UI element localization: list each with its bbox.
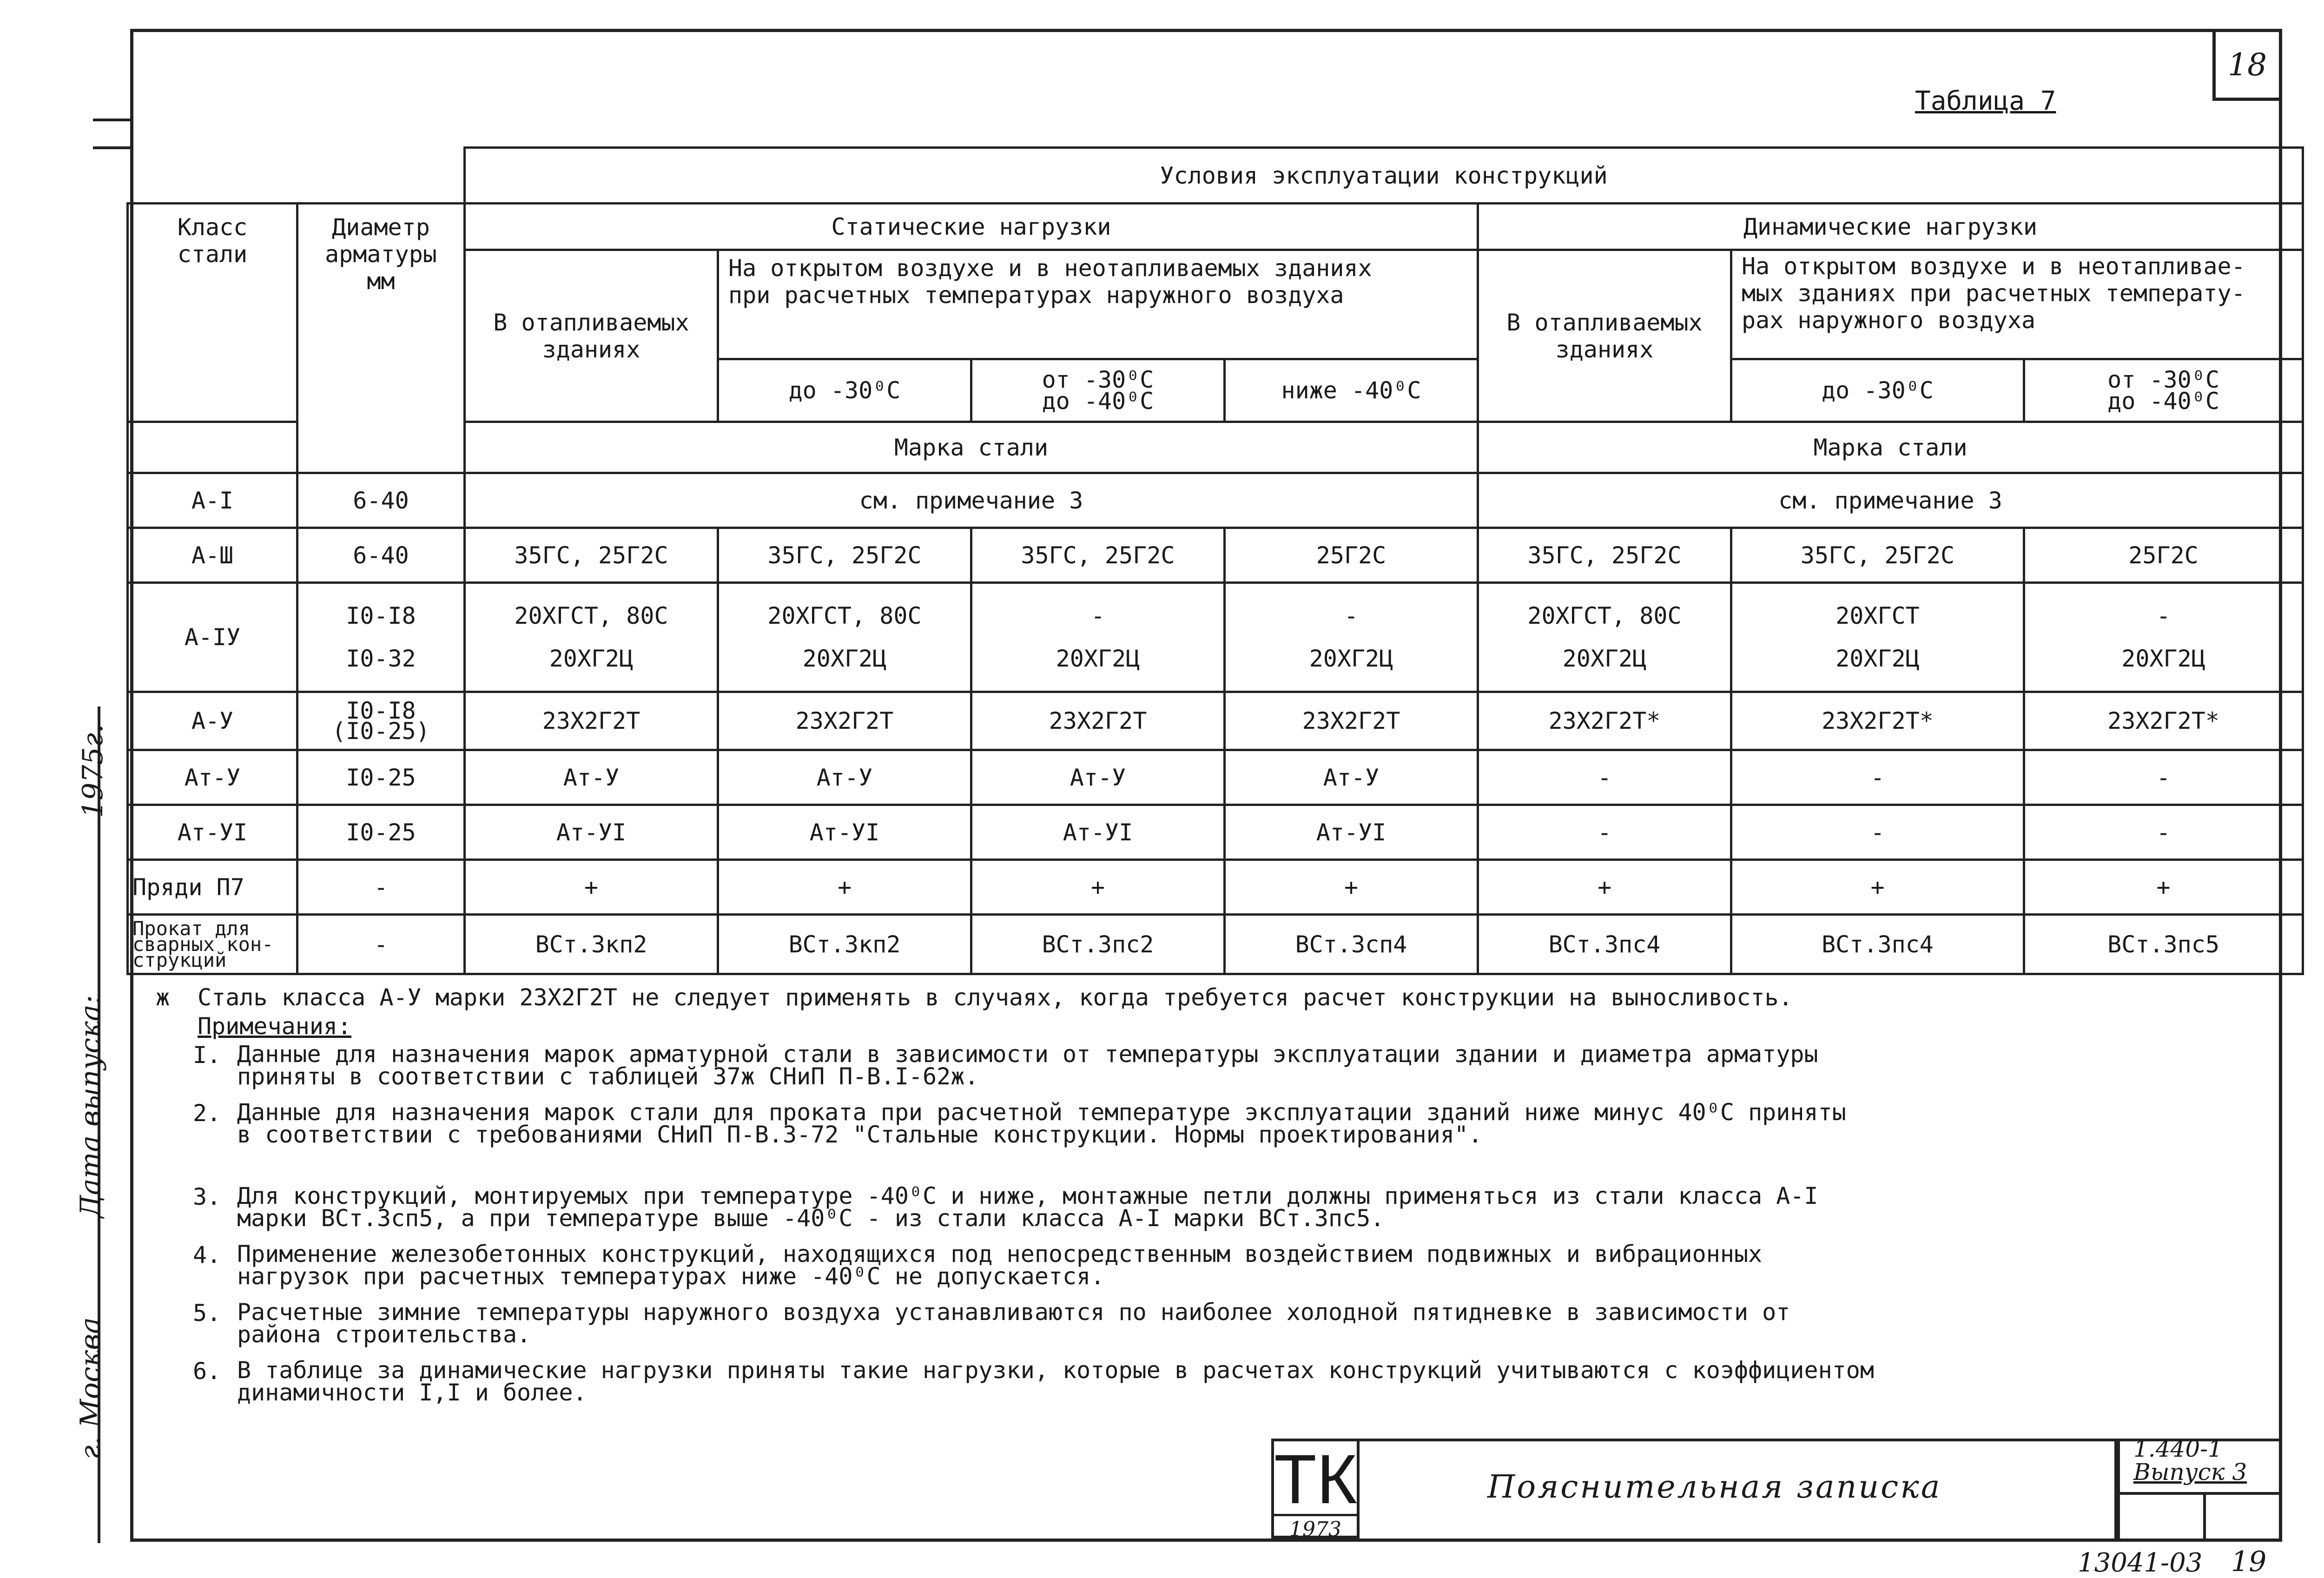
note-text: В таблице за динамические нагрузки приняты такие нагрузки, которые в расчетах конструкций учитываются с коэффициентом динамичности I,I и более.: [237, 1357, 1874, 1406]
table-cell: 35ГС, 25Г2С: [718, 528, 971, 583]
note-item: [156, 1182, 2154, 1243]
document-title: Пояснительная записка: [1487, 1469, 1942, 1505]
table-cell: 35ГС, 25Г2С: [971, 528, 1225, 583]
see-note-static: см. примечание 3: [465, 473, 1478, 528]
table-cell: ВСт.3пс4: [1731, 915, 2024, 974]
table-cell: 23Х2Г2Т: [1225, 692, 1478, 750]
static-steel-grade-header: Марка стали: [465, 422, 1478, 473]
dynamic-loads-header: Динамические нагрузки: [1478, 204, 2303, 250]
table-cell: 20ХГСТ, 80С 20ХГ2Ц: [1478, 583, 1731, 692]
table-row: [128, 473, 2303, 528]
notes-heading-row: [156, 1014, 2154, 1043]
table-cell: 35ГС, 25Г2С: [465, 528, 718, 583]
note-item: [156, 1243, 2154, 1301]
table-cell: +: [2024, 860, 2303, 915]
table-cell: ВСт.3кп2: [465, 915, 718, 974]
table-cell: Ат-У: [465, 750, 718, 805]
code-divider: [2117, 1492, 2282, 1495]
static-outdoor-header: На открытом воздухе и в неотапливаемых зданиях при расчетных температурах наружного воздуха: [718, 250, 1478, 359]
series-code: 1.440-1: [2133, 1435, 2223, 1462]
table-cell: Ат-УI: [971, 805, 1225, 860]
date-value: 1975г.: [77, 724, 109, 818]
dyn-temp-to-30-header: до -30⁰С: [1731, 359, 2024, 422]
table-cell: 23Х2Г2Т*: [2024, 692, 2303, 750]
table-row: [128, 692, 2303, 750]
table-cell: 35ГС, 25Г2С: [1731, 528, 2024, 583]
note-item: [156, 1043, 2154, 1101]
footnote: [156, 985, 2154, 1014]
table-cell: 20ХГСТ, 80С 20ХГ2Ц: [718, 583, 971, 692]
footnote-text: Сталь класса А-У марки 23Х2Г2Т не следует применять в случаях, когда требуется расчет конструкции на выносливость.: [198, 984, 1793, 1011]
table-cell: 35ГС, 25Г2С: [1478, 528, 1731, 583]
row-class: Прокат для сварных кон- струкций: [128, 915, 297, 974]
note-number: 2.: [193, 1100, 221, 1127]
date-label: Дата выпуска:: [74, 995, 107, 1218]
table-cell: - 20ХГ2Ц: [971, 583, 1225, 692]
table-row: [128, 915, 2303, 974]
see-note-dynamic: см. примечание 3: [1478, 473, 2303, 528]
table-cell: -: [2024, 750, 2303, 805]
code-divider-v: [2203, 1492, 2206, 1542]
conditions-header: Условия эксплуатации конструкций: [465, 148, 2303, 204]
table-cell: Ат-УI: [718, 805, 971, 860]
row-diameter: I0-I8 I0-32: [297, 583, 465, 692]
table-cell: -: [1731, 805, 2024, 860]
note-text: Применение железобетонных конструкций, находящихся под непосредственным воздействием подвижных и вибрационных нагрузок при расчетных температурах ниже -40⁰С не допускается.: [237, 1241, 1763, 1290]
table-cell: -: [2024, 805, 2303, 860]
static-loads-header: Статические нагрузки: [465, 204, 1478, 250]
row-class: Ат-УI: [128, 805, 297, 860]
dynamic-steel-grade-header: Марка стали: [1478, 422, 2303, 473]
sheet-number: 18: [2212, 29, 2282, 101]
row-diameter: 6-40: [297, 528, 465, 583]
col-class-header: Класс стали: [128, 204, 297, 422]
note-number: 4.: [193, 1241, 221, 1268]
table-row: [128, 805, 2303, 860]
table-row: [128, 528, 2303, 583]
table-cell: +: [1478, 860, 1731, 915]
row-class: А-IУ: [128, 583, 297, 692]
table-row: [128, 860, 2303, 915]
table-row: [128, 583, 2303, 692]
inventory-number: 13041-03: [2078, 1548, 2203, 1578]
page-number: 19: [2231, 1545, 2267, 1578]
table-title: Таблица 7: [1915, 86, 2056, 116]
tk-logo: [1271, 1439, 1360, 1541]
table-cell: - 20ХГ2Ц: [2024, 583, 2303, 692]
notes-section: [156, 985, 2154, 1417]
table-cell: 23Х2Г2Т: [465, 692, 718, 750]
note-text: Данные для назначения марок арматурной стали в зависимости от температуры эксплуатации здании и диаметра арматуры приняты в соответствии с таблицей 37ж СНиП П-В.I-62ж.: [237, 1041, 1818, 1090]
note-text: Данные для назначения марок стали для проката при расчетной температуре эксплуатации зданий ниже минус 40⁰С приняты в соответствии с требованиями СНиП П-В.3-72 "Стальные конструкции. Нормы проектирования".: [237, 1099, 1846, 1148]
row-class: Пряди П7: [128, 860, 297, 915]
row-diameter: I0-25: [297, 750, 465, 805]
note-item: [156, 1359, 2154, 1417]
row-diameter: -: [297, 860, 465, 915]
tk-logo-text: ТК: [1274, 1440, 1358, 1518]
dyn-temp-30-40-header: от -30⁰С до -40⁰С: [2024, 359, 2303, 422]
margin-tick: [93, 119, 130, 121]
note-number: 3.: [193, 1183, 221, 1210]
table-cell: 23Х2Г2Т: [971, 692, 1225, 750]
table-cell: +: [1731, 860, 2024, 915]
temp-to-30-header: до -30⁰С: [718, 359, 971, 422]
city-label: г. Москва: [74, 1317, 107, 1459]
table-cell: ВСт.3пс5: [2024, 915, 2303, 974]
row-diameter: -: [297, 915, 465, 974]
row-diameter: I0-I8 (I0-25): [297, 692, 465, 750]
temp-below-40-header: ниже -40⁰С: [1225, 359, 1478, 422]
dynamic-outdoor-header: На открытом воздухе и в неотапливае- мых зданиях при расчетных температу- рах наружного воздуха: [1731, 250, 2303, 359]
table-cell: -: [1478, 750, 1731, 805]
table-cell: Ат-У: [1225, 750, 1478, 805]
table-cell: 20ХГСТ 20ХГ2Ц: [1731, 583, 2024, 692]
note-item: [156, 1301, 2154, 1359]
row-class: А-I: [128, 473, 297, 528]
row-diameter: 6-40: [297, 473, 465, 528]
note-item: [156, 1101, 2154, 1185]
table-cell: 23Х2Г2Т*: [1731, 692, 2024, 750]
row-class: А-У: [128, 692, 297, 750]
margin-tick: [93, 146, 130, 149]
steel-grades-table: [126, 146, 2304, 975]
table-cell: Ат-У: [718, 750, 971, 805]
table-cell: 23Х2Г2Т*: [1478, 692, 1731, 750]
row-diameter: I0-25: [297, 805, 465, 860]
table-cell: 25Г2С: [1225, 528, 1478, 583]
table-cell: ВСт.3пс4: [1478, 915, 1731, 974]
table-cell: +: [465, 860, 718, 915]
temp-30-40-header: от -30⁰С до -40⁰С: [971, 359, 1225, 422]
table-cell: -: [1478, 805, 1731, 860]
table-cell: - 20ХГ2Ц: [1225, 583, 1478, 692]
note-number: 6.: [193, 1358, 221, 1385]
note-text: Расчетные зимние температуры наружного воздуха устанавливаются по наиболее холодной пятидневке в зависимости от района строительства.: [237, 1299, 1790, 1348]
col-diameter-header: Диаметр арматуры мм: [297, 204, 465, 473]
table-cell: 23Х2Г2Т: [718, 692, 971, 750]
table-cell: ВСт.3пс2: [971, 915, 1225, 974]
table-row: [128, 750, 2303, 805]
table-cell: Ат-УI: [1225, 805, 1478, 860]
row-class: Ат-У: [128, 750, 297, 805]
notes-heading: Примечания:: [198, 1013, 352, 1040]
table-cell: Ат-У: [971, 750, 1225, 805]
note-number: I.: [193, 1042, 221, 1069]
table-cell: ВСт.3сп4: [1225, 915, 1478, 974]
row-class: А-Ш: [128, 528, 297, 583]
table-cell: Ат-УI: [465, 805, 718, 860]
table-cell: -: [1731, 750, 2024, 805]
table-cell: ВСт.3кп2: [718, 915, 971, 974]
table-cell: +: [1225, 860, 1478, 915]
issue-number: Выпуск 3: [2133, 1459, 2247, 1486]
table-cell: 25Г2С: [2024, 528, 2303, 583]
static-heated-header: В отапливаемых зданиях: [465, 250, 718, 422]
note-number: 5.: [193, 1300, 221, 1327]
table-cell: +: [971, 860, 1225, 915]
table-cell: 20ХГСТ, 80С 20ХГ2Ц: [465, 583, 718, 692]
note-text: Для конструкций, монтируемых при температуре -40⁰С и ниже, монтажные петли должны применяться из стали класса А-I марки ВСт.3сп5, а при температуре выше -40⁰С - из стали класса А-I марки ВСт.3пс5.: [237, 1182, 1818, 1232]
dynamic-heated-header: В отапливаемых зданиях: [1478, 250, 1731, 422]
tk-year: 1973: [1274, 1514, 1357, 1543]
table-cell: +: [718, 860, 971, 915]
footnote-mark: ж: [156, 984, 170, 1011]
